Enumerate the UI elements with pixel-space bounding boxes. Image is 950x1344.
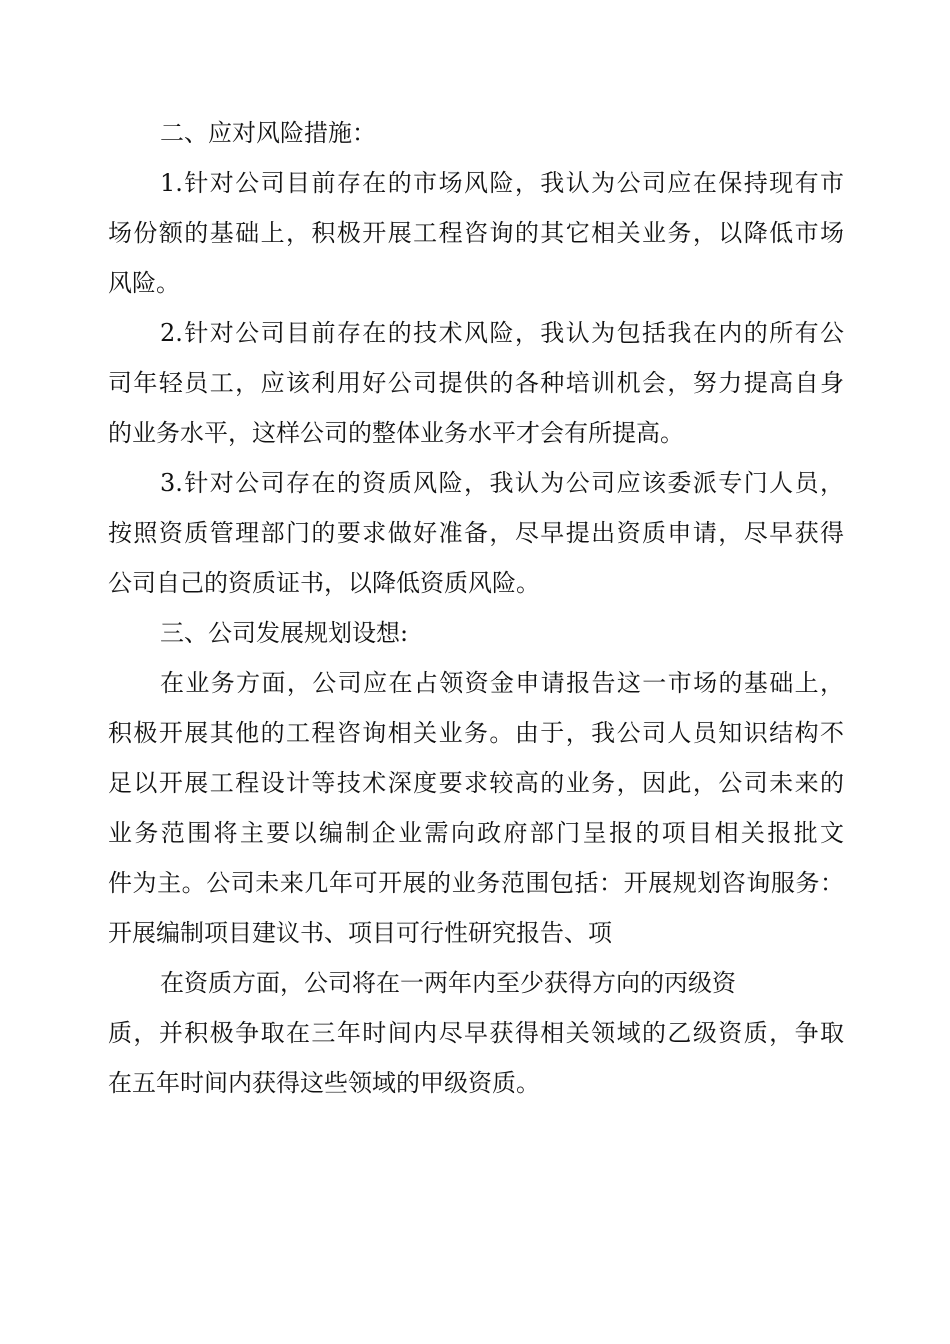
paragraph-line: 件为主。公司未来几年可开展的业务范围包括：开展规划咨询服务： — [108, 869, 844, 897]
section-heading-risk-measures: 二、应对风险措施： — [160, 119, 376, 147]
paragraph-line: 按照资质管理部门的要求做好准备，尽早提出资质申请，尽早获得 — [108, 519, 844, 547]
paragraph-line: 的业务水平，这样公司的整体业务水平才会有所提高。 — [108, 419, 684, 447]
paragraph-line: 公司自己的资质证书，以降低资质风险。 — [108, 569, 540, 597]
document-body — [108, 108, 844, 1108]
paragraph-line: 足以开展工程设计等技术深度要求较高的业务，因此，公司未来的 — [108, 769, 844, 797]
section-heading-development-plan: 三、公司发展规划设想: — [160, 619, 409, 647]
paragraph-line: 风险。 — [108, 269, 180, 297]
paragraph-line: 1.针对公司目前存在的市场风险，我认为公司应在保持现有市 — [160, 169, 844, 197]
paragraph-line: 3.针对公司存在的资质风险，我认为公司应该委派专门人员， — [160, 469, 844, 497]
paragraph-line: 业务范围将主要以编制企业需向政府部门呈报的项目相关报批文 — [108, 819, 844, 847]
paragraph-line: 质，并积极争取在三年时间内尽早获得相关领域的乙级资质，争取 — [108, 1019, 844, 1047]
paragraph-line: 积极开展其他的工程咨询相关业务。由于，我公司人员知识结构不 — [108, 719, 844, 747]
paragraph-line: 2.针对公司目前存在的技术风险，我认为包括我在内的所有公 — [160, 319, 844, 347]
paragraph-line: 司年轻员工，应该利用好公司提供的各种培训机会，努力提高自身 — [108, 369, 844, 397]
paragraph-line: 在资质方面，公司将在一两年内至少获得方向的丙级资 — [160, 969, 736, 997]
paragraph-line: 在五年时间内获得这些领域的甲级资质。 — [108, 1069, 540, 1097]
paragraph-line: 在业务方面，公司应在占领资金申请报告这一市场的基础上， — [160, 669, 844, 697]
paragraph-line: 开展编制项目建议书、项目可行性研究报告、项 — [108, 919, 612, 947]
paragraph-line: 场份额的基础上，积极开展工程咨询的其它相关业务，以降低市场 — [108, 219, 844, 247]
